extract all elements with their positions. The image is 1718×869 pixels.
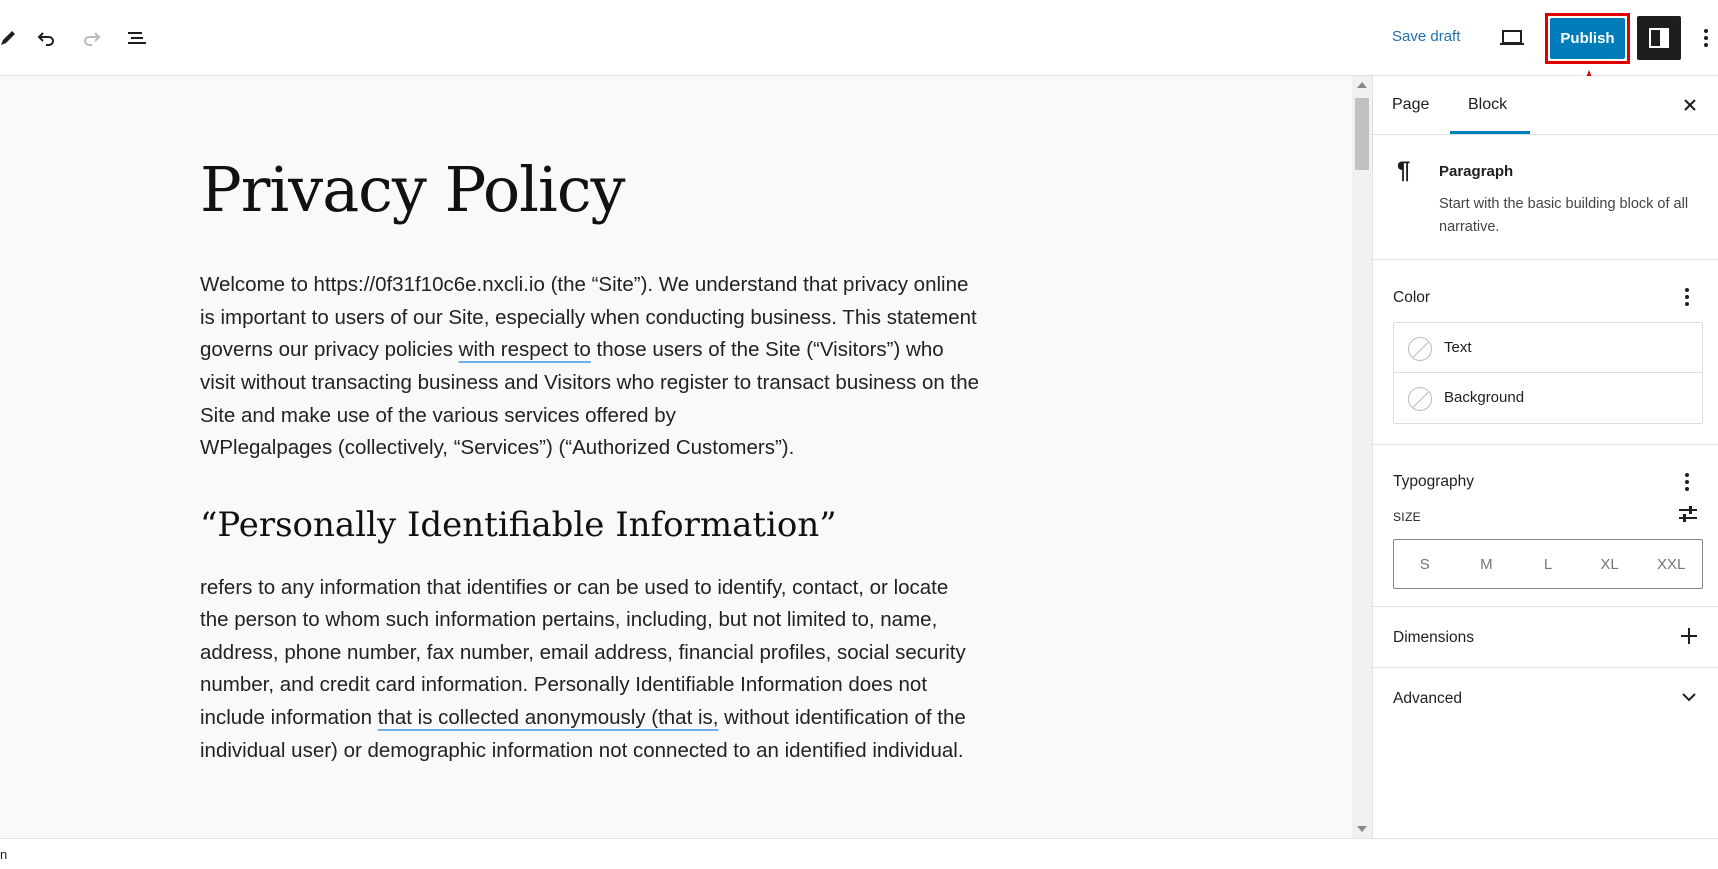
paragraph-text: Welcome to https://0f31f10c6e.nxcli.io (the “Site”). We understand that privacy online is important to users of our Site, especially when conducting business. This statement governs our privacy policies bbox=[200, 273, 977, 362]
more-options-icon[interactable] bbox=[1694, 22, 1718, 54]
list-view-icon[interactable] bbox=[121, 22, 153, 54]
typography-panel-title: Typography bbox=[1393, 473, 1474, 490]
spellcheck-underline: with respect to bbox=[458, 338, 591, 362]
color-swatch-icon bbox=[1408, 387, 1432, 411]
plus-icon[interactable] bbox=[1675, 621, 1703, 651]
tab-block[interactable]: Block bbox=[1468, 96, 1508, 113]
scroll-up-icon[interactable] bbox=[1357, 82, 1367, 88]
paragraph-text: those users of the Site (“Visitors”) who visit without transacting business and Visitors who register to transact business on the Site and make use of the various services offered by bbox=[200, 338, 980, 427]
heading-block[interactable]: “Personally Identifiable Information” bbox=[200, 504, 837, 545]
size-option-xxl[interactable]: XXL bbox=[1656, 555, 1686, 573]
canvas-scrollbar[interactable] bbox=[1352, 76, 1372, 838]
typography-options-icon[interactable] bbox=[1675, 467, 1699, 497]
breadcrumb[interactable]: n bbox=[0, 847, 8, 862]
paragraph-icon: ¶ bbox=[1397, 157, 1411, 184]
settings-sidebar bbox=[1372, 76, 1718, 838]
custom-size-icon[interactable] bbox=[1677, 503, 1699, 525]
text-color-option[interactable] bbox=[1394, 323, 1702, 373]
text-color-label: Text bbox=[1444, 339, 1472, 356]
color-options bbox=[1393, 322, 1703, 424]
pencil-icon[interactable] bbox=[0, 22, 24, 54]
close-icon[interactable] bbox=[1675, 90, 1705, 120]
paragraph-block[interactable] bbox=[200, 269, 980, 465]
color-panel bbox=[1373, 260, 1718, 445]
block-card bbox=[1373, 135, 1718, 260]
publish-highlight bbox=[1545, 13, 1630, 64]
sidebar-tabs bbox=[1373, 76, 1718, 135]
advanced-panel-title: Advanced bbox=[1393, 690, 1462, 707]
color-panel-title: Color bbox=[1393, 289, 1431, 306]
spellcheck-underline: that is collected anonymously (that is, bbox=[377, 706, 719, 730]
paragraph-block[interactable] bbox=[200, 572, 980, 768]
color-options-icon[interactable] bbox=[1675, 282, 1699, 312]
editor-footer bbox=[0, 838, 1718, 869]
paragraph-text: without identification of the individual user) or demographic information not connected to an identified individual. bbox=[200, 706, 966, 762]
paragraph-text: WPlegalpages (collectively, “Services”) (“Authorized Customers”). bbox=[200, 436, 795, 460]
page-title[interactable]: Privacy Policy bbox=[200, 153, 625, 226]
undo-icon[interactable] bbox=[30, 22, 62, 54]
active-tab-indicator bbox=[1450, 131, 1530, 134]
typography-panel bbox=[1373, 445, 1718, 607]
publish-button[interactable]: Publish bbox=[1550, 18, 1625, 59]
size-option-m[interactable]: M bbox=[1480, 555, 1493, 573]
editor-canvas[interactable] bbox=[0, 76, 1353, 838]
desktop-preview-icon[interactable] bbox=[1496, 22, 1528, 54]
background-color-option[interactable] bbox=[1394, 373, 1702, 423]
size-label: SIZE bbox=[1393, 510, 1421, 524]
dimensions-panel-title: Dimensions bbox=[1393, 629, 1474, 646]
tab-page[interactable]: Page bbox=[1392, 96, 1430, 113]
color-swatch-icon bbox=[1408, 337, 1432, 361]
dimensions-panel[interactable] bbox=[1373, 607, 1718, 668]
size-option-l[interactable]: L bbox=[1543, 555, 1553, 573]
scroll-down-icon[interactable] bbox=[1357, 826, 1367, 832]
editor-toolbar bbox=[0, 0, 1718, 76]
scroll-thumb[interactable] bbox=[1355, 98, 1369, 170]
post-content bbox=[200, 154, 980, 767]
size-option-s[interactable]: S bbox=[1419, 555, 1430, 573]
size-option-xl[interactable]: XL bbox=[1600, 555, 1619, 573]
font-size-picker bbox=[1393, 539, 1703, 589]
advanced-panel[interactable] bbox=[1373, 668, 1718, 729]
save-draft-button[interactable]: Save draft bbox=[1392, 28, 1461, 45]
redo-icon[interactable] bbox=[76, 22, 108, 54]
background-color-label: Background bbox=[1444, 389, 1525, 406]
paragraph-text: refers to any information that identifies or can be used to identify, contact, or locate the person to whom such information pertains, including, but not limited to, name, address, phone number, fax number, email address, financial profiles, social security number, and credit card information. Personally Identifiable Information does not include information bbox=[200, 575, 966, 730]
chevron-down-icon[interactable] bbox=[1675, 682, 1703, 712]
block-name: Paragraph bbox=[1439, 163, 1514, 180]
settings-panel-icon[interactable] bbox=[1637, 16, 1681, 60]
block-description: Start with the basic building block of all narrative. bbox=[1439, 196, 1689, 235]
